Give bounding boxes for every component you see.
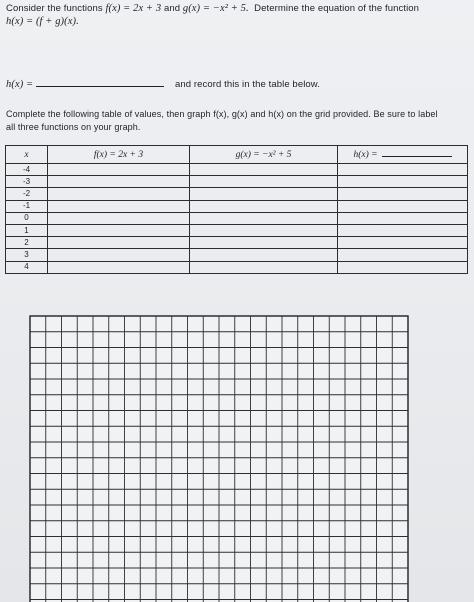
x-cell: 4 [6, 261, 48, 273]
x-cell: 0 [6, 212, 48, 224]
header-g: g(x) = −x² + 5 [190, 146, 338, 164]
header-h-label: h(x) = [353, 149, 378, 160]
x-cell: 1 [6, 224, 48, 236]
instructions-line-2: all three functions on your graph. [6, 122, 141, 132]
and-text: and [163, 3, 181, 14]
g-definition: g(x) = −x² + 5. [182, 3, 249, 14]
f-definition: f(x) = 2x + 3 [105, 3, 162, 14]
h-answer-label: h(x) = [6, 79, 34, 90]
x-cell: -4 [6, 164, 48, 176]
h-definition: h(x) = (f + g)(x). [6, 16, 79, 27]
problem-task: Determine the equation of the function [254, 3, 420, 14]
header-f: f(x) = 2x + 3 [48, 146, 190, 164]
x-cell: -1 [6, 200, 48, 212]
x-cell: -3 [6, 176, 48, 188]
problem-intro: Consider the functions [6, 3, 103, 14]
header-x: x [6, 146, 48, 164]
h-answer-suffix: and record this in the table below. [174, 79, 320, 90]
x-cell: -2 [6, 188, 48, 200]
x-cell: 2 [6, 237, 48, 249]
instructions-line-1: Complete the following table of values, then graph f(x), g(x) and h(x) on the grid provided. Be sure to label [6, 109, 438, 119]
x-cell: 3 [6, 249, 48, 261]
